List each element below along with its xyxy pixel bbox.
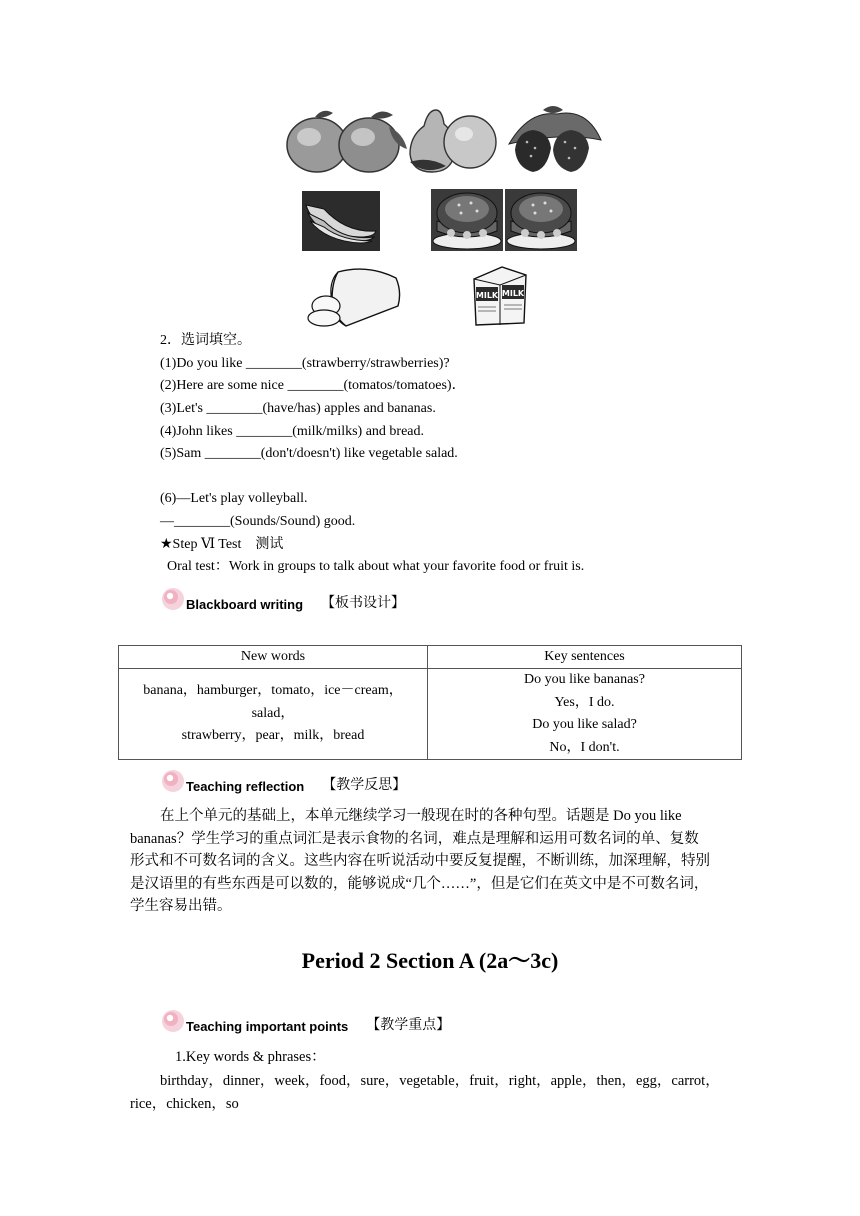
bananas-picture	[302, 191, 380, 251]
milk-label: MILK	[475, 291, 499, 300]
exercise-item: (2)Here are some nice ________(tomatos/tomatoes)．	[160, 378, 466, 393]
exercise-item: —________(Sounds/Sound) good.	[160, 514, 356, 529]
exercise-heading: 2．选词填空。	[160, 333, 251, 348]
flower-icon	[160, 768, 186, 794]
oral-test-text: Oral test：Work in groups to talk about what your favorite food or fruit is.	[167, 559, 585, 574]
new-words-line: strawberry，pear，milk，bread	[181, 728, 365, 744]
exercise-item: (3)Let's ________(have/has) apples and bananas.	[160, 401, 436, 416]
key-sentence: Do you like bananas?	[524, 672, 645, 687]
new-words-line: banana，hamburger，tomato，ice－cream，salad，	[143, 683, 403, 721]
table-header-key-sentences: Key sentences	[428, 646, 742, 669]
flower-icon	[160, 1008, 186, 1034]
reflection-line: 是汉语里的有些东西是可以数的，能够说成“几个……”，但是它们在英文中是不可数名词，	[130, 875, 709, 892]
exercise-item: (4)John likes ________(milk/milks) and bread.	[160, 424, 425, 439]
pears-picture	[406, 104, 500, 174]
blackboard-heading-zh: 【板书设计】	[321, 596, 406, 611]
exercise-item: (1)Do you like ________(strawberry/strawberries)?	[160, 356, 450, 371]
milk-carton-picture	[468, 263, 532, 327]
reflection-heading-en: Teaching reflection	[186, 779, 305, 794]
blackboard-heading-en: Blackboard writing	[186, 597, 304, 612]
bread-picture	[304, 266, 402, 328]
table-header-new-words: New words	[119, 646, 428, 669]
key-sentences-cell	[428, 669, 742, 760]
blackboard-table	[118, 645, 742, 760]
key-sentence: Yes，I do.	[554, 694, 615, 710]
reflection-line: 在上个单元的基础上，本单元继续学习一般现在时的各种句型。话题是 Do you like	[160, 808, 682, 824]
step-test-title: ★Step Ⅵ Test 测试	[160, 537, 284, 552]
important-points-heading	[160, 1008, 450, 1034]
key-sentence: No，I don't.	[549, 739, 620, 755]
flower-icon	[160, 586, 186, 612]
reflection-paragraph	[130, 805, 730, 918]
milk-label: MILK	[501, 289, 525, 298]
oranges-picture	[285, 107, 409, 173]
exercise-item: (6)—Let's play volleyball.	[160, 491, 308, 506]
key-words-subheading: 1.Key words & phrases：	[175, 1049, 326, 1065]
reflection-heading	[160, 768, 406, 794]
exercise-item: (5)Sam ________(don't/doesn't) like vegetable salad.	[160, 446, 458, 461]
hamburger-picture	[505, 189, 577, 251]
key-words-line: birthday，dinner，week，food，sure，vegetable，fruit，right，apple，then，egg，carrot，	[160, 1073, 720, 1089]
key-words-line: rice，chicken，so	[130, 1095, 239, 1112]
reflection-heading-zh: 【教学反思】	[322, 778, 407, 793]
important-points-heading-zh: 【教学重点】	[366, 1018, 451, 1033]
hamburger-picture	[431, 189, 503, 251]
blackboard-heading	[160, 586, 405, 612]
key-sentence: Do you like salad?	[532, 717, 637, 732]
strawberries-picture	[503, 104, 605, 174]
important-points-heading-en: Teaching important points	[186, 1019, 349, 1034]
reflection-line: 学生容易出错。	[130, 898, 232, 914]
key-words-paragraph	[130, 1070, 730, 1115]
period-title: Period 2 Section A (2a～3c)	[301, 948, 559, 973]
reflection-line: bananas？学生学习的重点词汇是表示食物的名词，难点是理解和运用可数名词的单、复数	[130, 830, 699, 847]
new-words-cell	[119, 669, 428, 760]
reflection-line: 形式和不可数名词的含义。这些内容在听说活动中要反复提醒，不断训练，加深理解，特别	[130, 853, 710, 869]
